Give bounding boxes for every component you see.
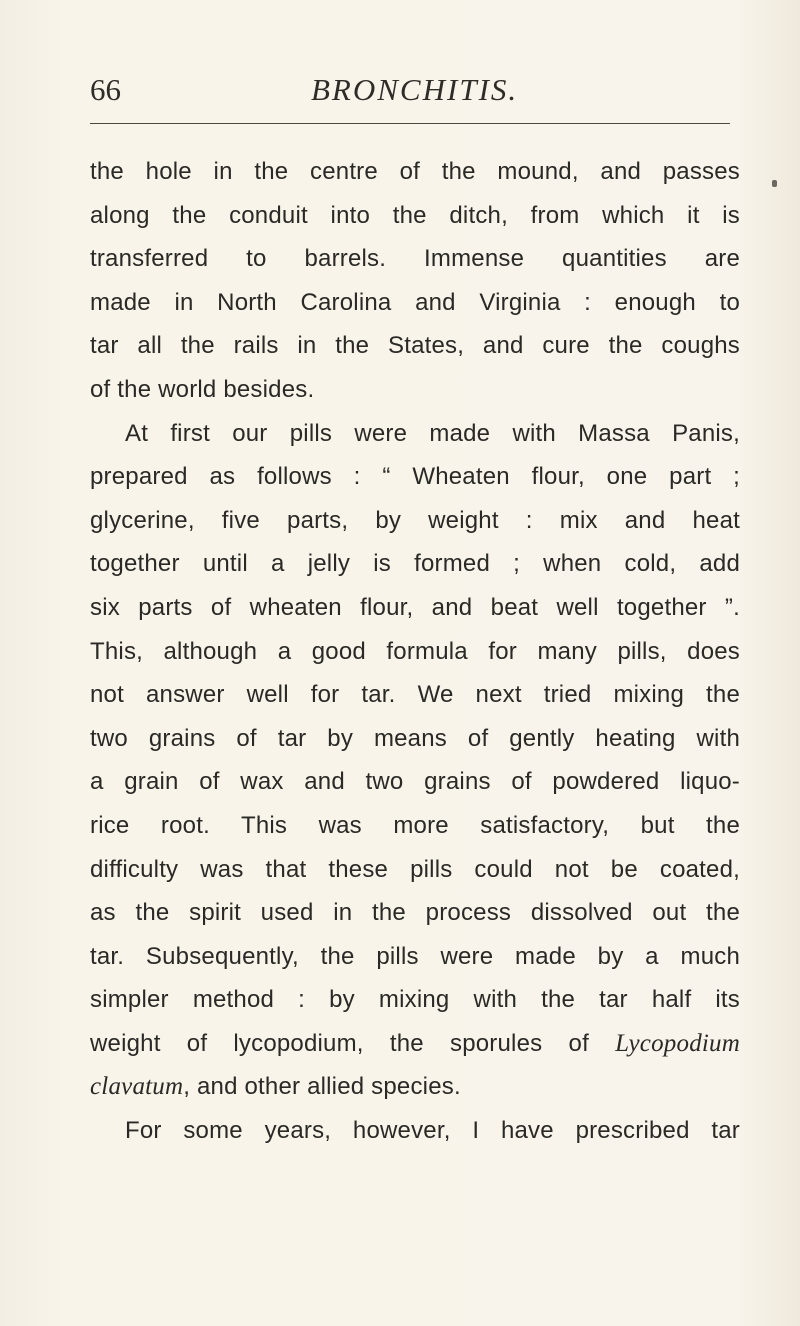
text-line: along the conduit into the ditch, from which it is bbox=[90, 201, 740, 229]
text-segment: , and other allied species. bbox=[183, 1073, 461, 1101]
text-line: of the world besides. bbox=[90, 375, 315, 403]
margin-speck bbox=[772, 180, 777, 187]
italic-term: Lycopodium bbox=[615, 1029, 740, 1057]
text-line: transferred to barrels. Immense quantities are bbox=[90, 245, 740, 273]
text-line: rice root. This was more satisfactory, but the bbox=[90, 811, 740, 839]
text-line: six parts of wheaten flour, and beat well together ”. bbox=[90, 593, 740, 621]
text-line bbox=[90, 1022, 740, 1066]
running-title: BRONCHITIS. bbox=[311, 72, 519, 107]
text-line: For some years, however, I have prescribed tar bbox=[125, 1117, 740, 1145]
text-line: prepared as follows : “ Wheaten flour, one part ; bbox=[90, 463, 740, 491]
text-line: tar. Subsequently, the pills were made by a much bbox=[90, 942, 740, 970]
text-line: two grains of tar by means of gently heating with bbox=[90, 724, 740, 752]
text-line: glycerine, five parts, by weight : mix and heat bbox=[90, 506, 740, 534]
text-line: At first our pills were made with Massa Panis, bbox=[125, 419, 740, 447]
text-line: This, although a good formula for many pills, does bbox=[90, 637, 740, 665]
text-line: the hole in the centre of the mound, and passes bbox=[90, 158, 740, 185]
text-line: not answer well for tar. We next tried mixing the bbox=[90, 681, 740, 709]
text-line: tar all the rails in the States, and cure the coughs bbox=[90, 332, 740, 360]
body-text bbox=[90, 150, 740, 1153]
header-rule bbox=[90, 123, 730, 124]
text-line: made in North Carolina and Virginia : enough to bbox=[90, 288, 740, 316]
text-line: difficulty was that these pills could not be coated, bbox=[90, 855, 740, 883]
text-line: a grain of wax and two grains of powdered liquo- bbox=[90, 768, 740, 796]
text-line bbox=[90, 1065, 740, 1109]
text-segment: weight of lycopodium, the sporules of bbox=[90, 1029, 616, 1057]
text-line: together until a jelly is formed ; when cold, add bbox=[90, 550, 740, 578]
page-number: 66 bbox=[90, 72, 121, 107]
text-line: as the spirit used in the process dissolved out the bbox=[90, 899, 740, 927]
italic-term: clavatum bbox=[90, 1073, 184, 1101]
text-line: simpler method : by mixing with the tar half its bbox=[90, 986, 740, 1014]
